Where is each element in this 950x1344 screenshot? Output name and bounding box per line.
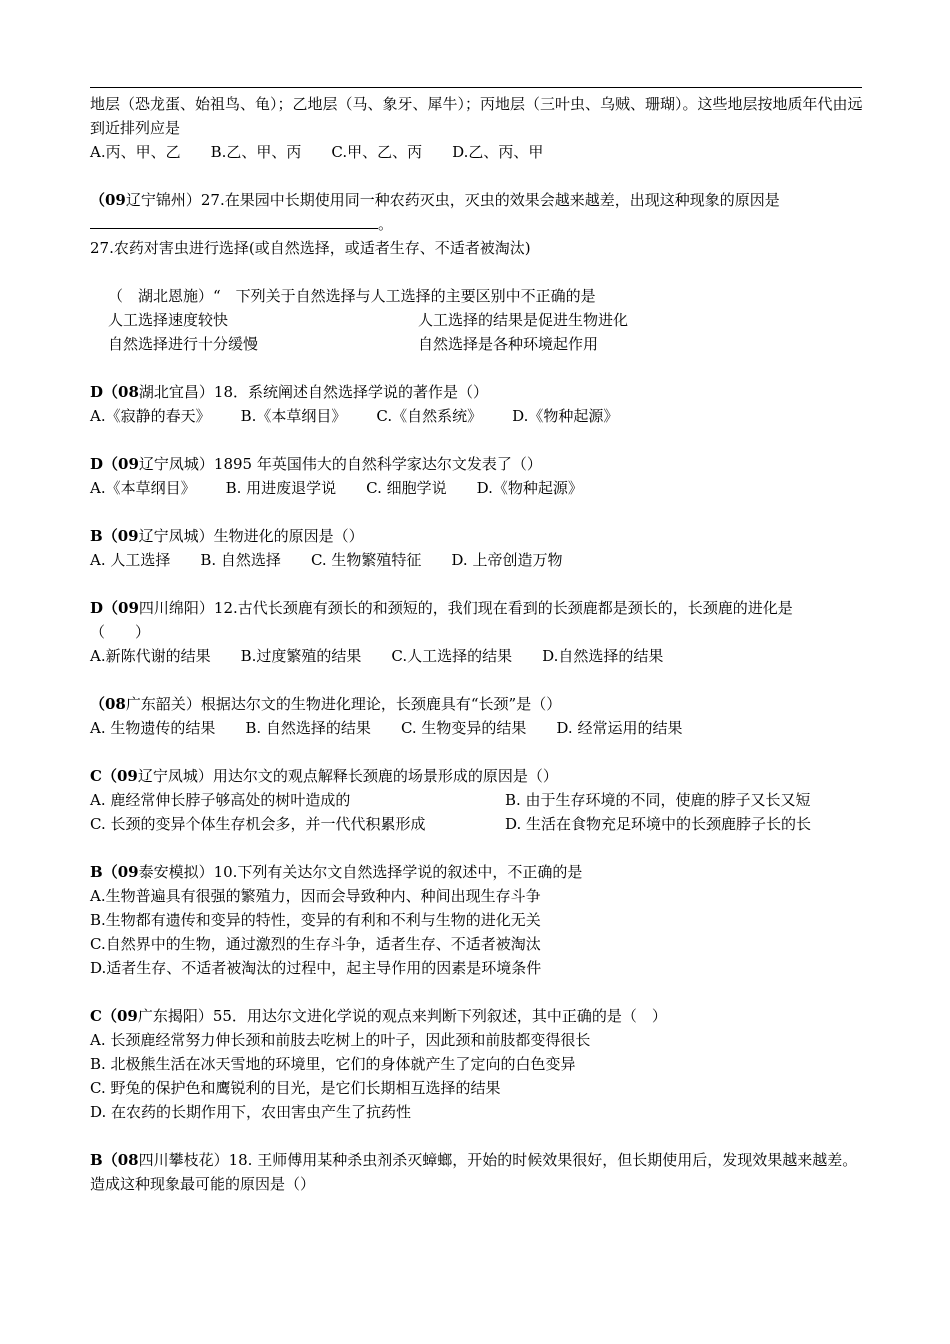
answer-letter: C <box>90 767 102 785</box>
answer-letter: D <box>90 383 104 401</box>
answer-letter: B <box>90 1151 103 1169</box>
option-a: A.《寂静的春天》 <box>90 407 211 425</box>
question-shaoguan-stem: （08广东韶关）根据达尔文的生物进化理论，长颈鹿具有“长颈”是（） <box>90 695 562 713</box>
question-fossil-options <box>90 140 865 164</box>
question-darwin-options <box>90 476 865 500</box>
answer-letter: B <box>90 863 103 881</box>
answer-letter: C <box>90 1007 102 1025</box>
option-d: D. 上帝创造万物 <box>451 551 563 569</box>
option-b: B.乙、甲、丙 <box>210 143 302 161</box>
question-fossil-stem: 地层（恐龙蛋、始祖鸟、龟）；乙地层（马、象牙、犀牛）；丙地层（三叶虫、乌贼、珊瑚）。这些地层按地质年代由远到近排列应是 <box>90 95 863 137</box>
option-d: D.适者生存、不适者被淘汰的过程中，起主导作用的因素是环境条件 <box>90 959 542 977</box>
document-body <box>90 92 865 1196</box>
option-a: A.丙、甲、乙 <box>90 143 181 161</box>
option-c: C. 野兔的保护色和鹰锐利的目光，是它们长期相互选择的结果 <box>90 1079 501 1097</box>
option-d: D.《物种起源》 <box>512 407 619 425</box>
answer-blank-line: 。 <box>90 212 865 236</box>
question-evolution-cause-stem: B（09辽宁凤城）生物进化的原因是（） <box>90 527 364 545</box>
option-b: B.生物都有遗传和变异的特性，变异的有利和不利与生物的进化无关 <box>90 911 541 929</box>
answer-letter: D <box>90 599 104 617</box>
option-b: B. 由于生存环境的不同，使鹿的脖子又长又短 <box>505 791 811 809</box>
question-12-mianyang-stem: D（09四川绵阳）12.古代长颈鹿有颈长的和颈短的，我们现在看到的长颈鹿都是颈长的，长颈鹿的进化是 <box>90 599 793 617</box>
option-3: 自然选择进行十分缓慢 <box>108 335 259 353</box>
option-a: A. 人工选择 <box>90 551 171 569</box>
option-c: C. 细胞学说 <box>366 479 447 497</box>
option-b: B. 用进废退学说 <box>225 479 337 497</box>
option-d: D. 经常运用的结果 <box>556 719 683 737</box>
question-shaoguan-options <box>90 716 865 740</box>
question-evolution-cause-options <box>90 548 865 572</box>
question-source-place: 辽宁锦州） <box>125 191 201 209</box>
question-18-panzhihua-stem: B（08四川攀枝花）18. 王师傅用某种杀虫剂杀灭蟑螂，开始的时候效果很好，但长期使用后，发现效果越来越差。造成这种现象最可能的原因是（） <box>90 1151 858 1193</box>
option-c: C. 生物变异的结果 <box>400 719 527 737</box>
option-a: A. 长颈鹿经常努力伸长颈和前肢去吃树上的叶子，因此颈和前肢都变得很长 <box>90 1031 591 1049</box>
option-c: C.甲、乙、丙 <box>331 143 423 161</box>
question-pesticide-answer: 27.农药对害虫进行选择(或自然选择，或适者生存、不适者被淘汰) <box>90 239 531 257</box>
option-b: B. 北极熊生活在冰天雪地的环境里，它们的身体就产生了定向的白色变异 <box>90 1055 576 1073</box>
option-c: C.《自然系统》 <box>376 407 483 425</box>
question-giraffe-scene-stem: C（09辽宁凤城）用达尔文的观点解释长颈鹿的场景形成的原因是（） <box>90 767 558 785</box>
question-text: 27.在果园中长期使用同一种农药灭虫，灭虫的效果会越来越差，出现这种现象的原因是 <box>200 191 780 209</box>
option-2: 人工选择的结果是促进生物进化 <box>418 311 629 329</box>
option-c: C. 长颈的变异个体生存机会多，并一代代积累形成 <box>90 815 426 833</box>
question-18-yichang-options <box>90 404 865 428</box>
question-selection-header: （ 湖北恩施）“ 下列关于自然选择与人工选择的主要区别中不正确的是 <box>108 287 596 305</box>
answer-paren: （ ） <box>90 623 151 641</box>
answer-letter: D <box>90 455 104 473</box>
question-source-year: （09 <box>90 191 126 209</box>
question-selection-options-row2 <box>90 332 865 356</box>
option-d: D. 在农药的长期作用下，农田害虫产生了抗药性 <box>90 1103 412 1121</box>
option-4: 自然选择是各种环境起作用 <box>418 335 599 353</box>
answer-blank <box>90 214 378 229</box>
question-selection-options-row1 <box>90 308 865 332</box>
option-a: A. 鹿经常伸长脖子够高处的树叶造成的 <box>90 791 351 809</box>
question-55-jieyang-stem: C（09广东揭阳）55．用达尔文进化学说的观点来判断下列叙述，其中正确的是（ ） <box>90 1007 667 1025</box>
question-pesticide-stem <box>90 188 865 212</box>
question-darwin-stem: D（09辽宁凤城）1895 年英国伟大的自然科学家达尔文发表了（） <box>90 455 542 473</box>
option-c: C. 生物繁殖特征 <box>310 551 422 569</box>
option-d: D.乙、丙、甲 <box>452 143 544 161</box>
option-a: A. 生物遗传的结果 <box>90 719 216 737</box>
option-b: B. 自然选择的结果 <box>245 719 371 737</box>
question-10-taian-stem: B（09泰安模拟）10.下列有关达尔文自然选择学说的叙述中，不正确的是 <box>90 863 583 881</box>
option-d: D. 生活在食物充足环境中的长颈鹿脖子长的长 <box>505 815 812 833</box>
option-c: C.自然界中的生物，通过激烈的生存斗争，适者生存、不适者被淘汰 <box>90 935 541 953</box>
option-b: B. 自然选择 <box>200 551 281 569</box>
option-d: D.自然选择的结果 <box>542 647 664 665</box>
option-a: A.生物普遍具有很强的繁殖力，因而会导致种内、种间出现生存斗争 <box>90 887 541 905</box>
option-c: C.人工选择的结果 <box>391 647 513 665</box>
question-18-yichang-stem: D（08湖北宜昌）18．系统阐述自然选择学说的著作是（） <box>90 383 488 401</box>
question-giraffe-scene-options-row2 <box>90 812 865 836</box>
option-d: D.《物种起源》 <box>476 479 583 497</box>
header-rule <box>90 87 862 88</box>
option-b: B.过度繁殖的结果 <box>240 647 362 665</box>
answer-letter: B <box>90 527 103 545</box>
option-b: B.《本草纲目》 <box>240 407 347 425</box>
option-1: 人工选择速度较快 <box>108 311 229 329</box>
question-giraffe-scene-options-row1 <box>90 788 865 812</box>
question-12-mianyang-options <box>90 644 865 668</box>
option-a: A.新陈代谢的结果 <box>90 647 211 665</box>
option-a: A.《本草纲目》 <box>90 479 196 497</box>
